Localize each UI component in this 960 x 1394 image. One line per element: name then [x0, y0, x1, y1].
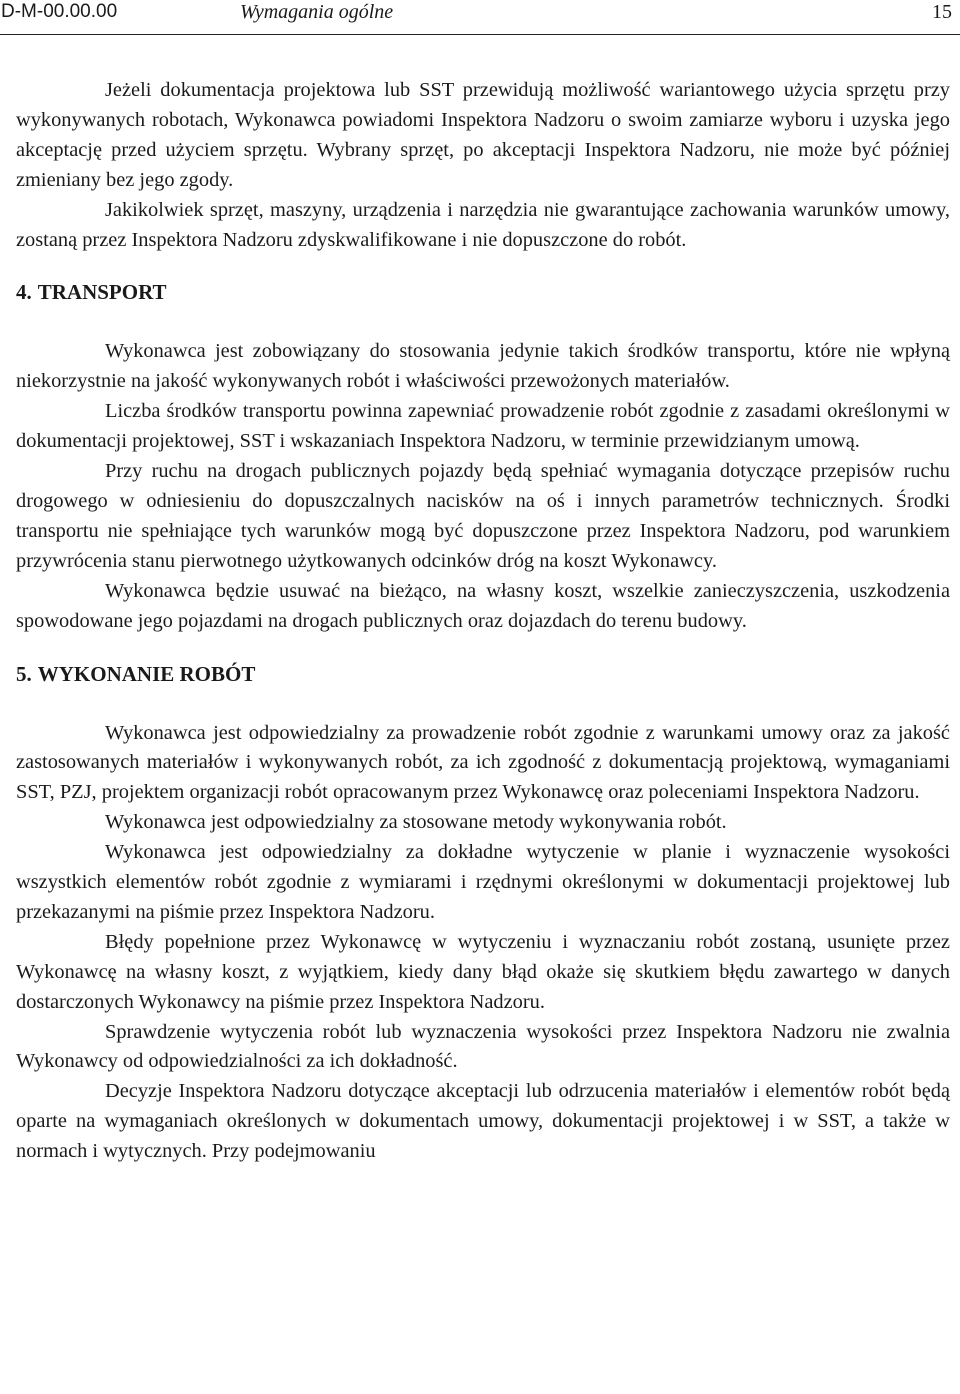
paragraph: Sprawdzenie wytyczenia robót lub wyznaczenia wysokości przez Inspektora Nadzoru nie zwalnia Wykonawcy od odpowiedzialności za ich dokładność.: [16, 1020, 950, 1073]
paragraph: Jakikolwiek sprzęt, maszyny, urządzenia i narzędzia nie gwarantujące zachowania warunków umowy, zostaną przez Inspektora Nadzoru zdyskwalifikowane i nie dopuszczone do robót.: [16, 198, 950, 251]
paragraph: Jeżeli dokumentacja projektowa lub SST przewidują możliwość wariantowego użycia sprzętu przy wykonywanych robotach, Wykonawca powiadomi Inspektora Nadzoru o swoim zamiarze wyboru i uzyska jego akceptację przed użyciem sprzętu. Wybrany sprzęt, po akceptacji Inspektora Nadzoru, nie może być później zmieniany bez jego zgody.: [16, 79, 950, 191]
page-number: 15: [932, 1, 952, 23]
section-number: 5.: [16, 661, 32, 686]
section-title: TRANSPORT: [37, 280, 167, 305]
paragraph: Wykonawca jest odpowiedzialny za dokładne wytyczenie w planie i wyznaczenie wysokości wszystkich elementów robót zgodnie z wymiarami i rzędnymi określonymi w dokumentacji projektowej lub przekazanymi na piśmie przez Inspektora Nadzoru.: [16, 841, 950, 923]
page-content: [16, 76, 950, 1167]
page-header: [0, 0, 960, 36]
paragraph: Wykonawca jest odpowiedzialny za stosowane metody wykonywania robót.: [105, 811, 727, 834]
section-heading-transport: [16, 277, 950, 307]
section-number: 4.: [16, 280, 32, 305]
paragraph: Decyzje Inspektora Nadzoru dotyczące akceptacji lub odrzucenia materiałów i elementów robót będą oparte na wymaganiach określonych w dokumentach umowy, dokumentacji projektowej i w SST, a także w normach i wytycznych. Przy podejmowaniu: [16, 1080, 950, 1163]
paragraph: Liczba środków transportu powinna zapewniać prowadzenie robót zgodnie z zasadami określonymi w dokumentacji projektowej, SST i wskazaniach Inspektora Nadzoru, w terminie przewidzianym umową.: [16, 400, 950, 453]
header-rule: [0, 34, 960, 35]
section-title: WYKONANIE ROBÓT: [37, 661, 256, 686]
paragraph: Błędy popełnione przez Wykonawcę w wytyczeniu i wyznaczaniu robót zostaną, usunięte przez Wykonawcę na własny koszt, z wyjątkiem, kiedy dany błąd okaże się skutkiem błędu zawartego w danych dostarczonych Wykonawcy na piśmie przez Inspektora Nadzoru.: [16, 930, 950, 1013]
document-code: D-M-00.00.00: [1, 1, 118, 22]
paragraph: Przy ruchu na drogach publicznych pojazdy będą spełniać wymagania dotyczące przepisów ruchu drogowego w odniesieniu do dopuszczalnych nacisków na oś i innych parametrów technicznych. Środki transportu nie spełniające tych warunków mogą być dopuszczone przez Inspektora Nadzoru, pod warunkiem przywrócenia stanu pierwotnego użytkowanych odcinków dróg na koszt Wykonawcy.: [16, 460, 950, 572]
running-title: Wymagania ogólne: [240, 1, 394, 23]
paragraph: Wykonawca jest zobowiązany do stosowania jedynie takich środków transportu, które nie wpłyną niekorzystnie na jakość wykonywanych robót i właściwości przewożonych materiałów.: [16, 340, 950, 393]
section-heading-wykonanie: [16, 659, 950, 689]
paragraph: Wykonawca będzie usuwać na bieżąco, na własny koszt, wszelkie zanieczyszczenia, uszkodzenia spowodowane jego pojazdami na drogach publicznych oraz dojazdach do terenu budowy.: [16, 579, 950, 632]
paragraph: Wykonawca jest odpowiedzialny za prowadzenie robót zgodnie z warunkami umowy oraz za jakość zastosowanych materiałów i wykonywanych robót, za ich zgodność z dokumentacją projektową, wymaganiami SST, PZJ, projektem organizacji robót opracowanym przez Wykonawcę oraz poleceniami Inspektora Nadzoru.: [16, 721, 950, 804]
